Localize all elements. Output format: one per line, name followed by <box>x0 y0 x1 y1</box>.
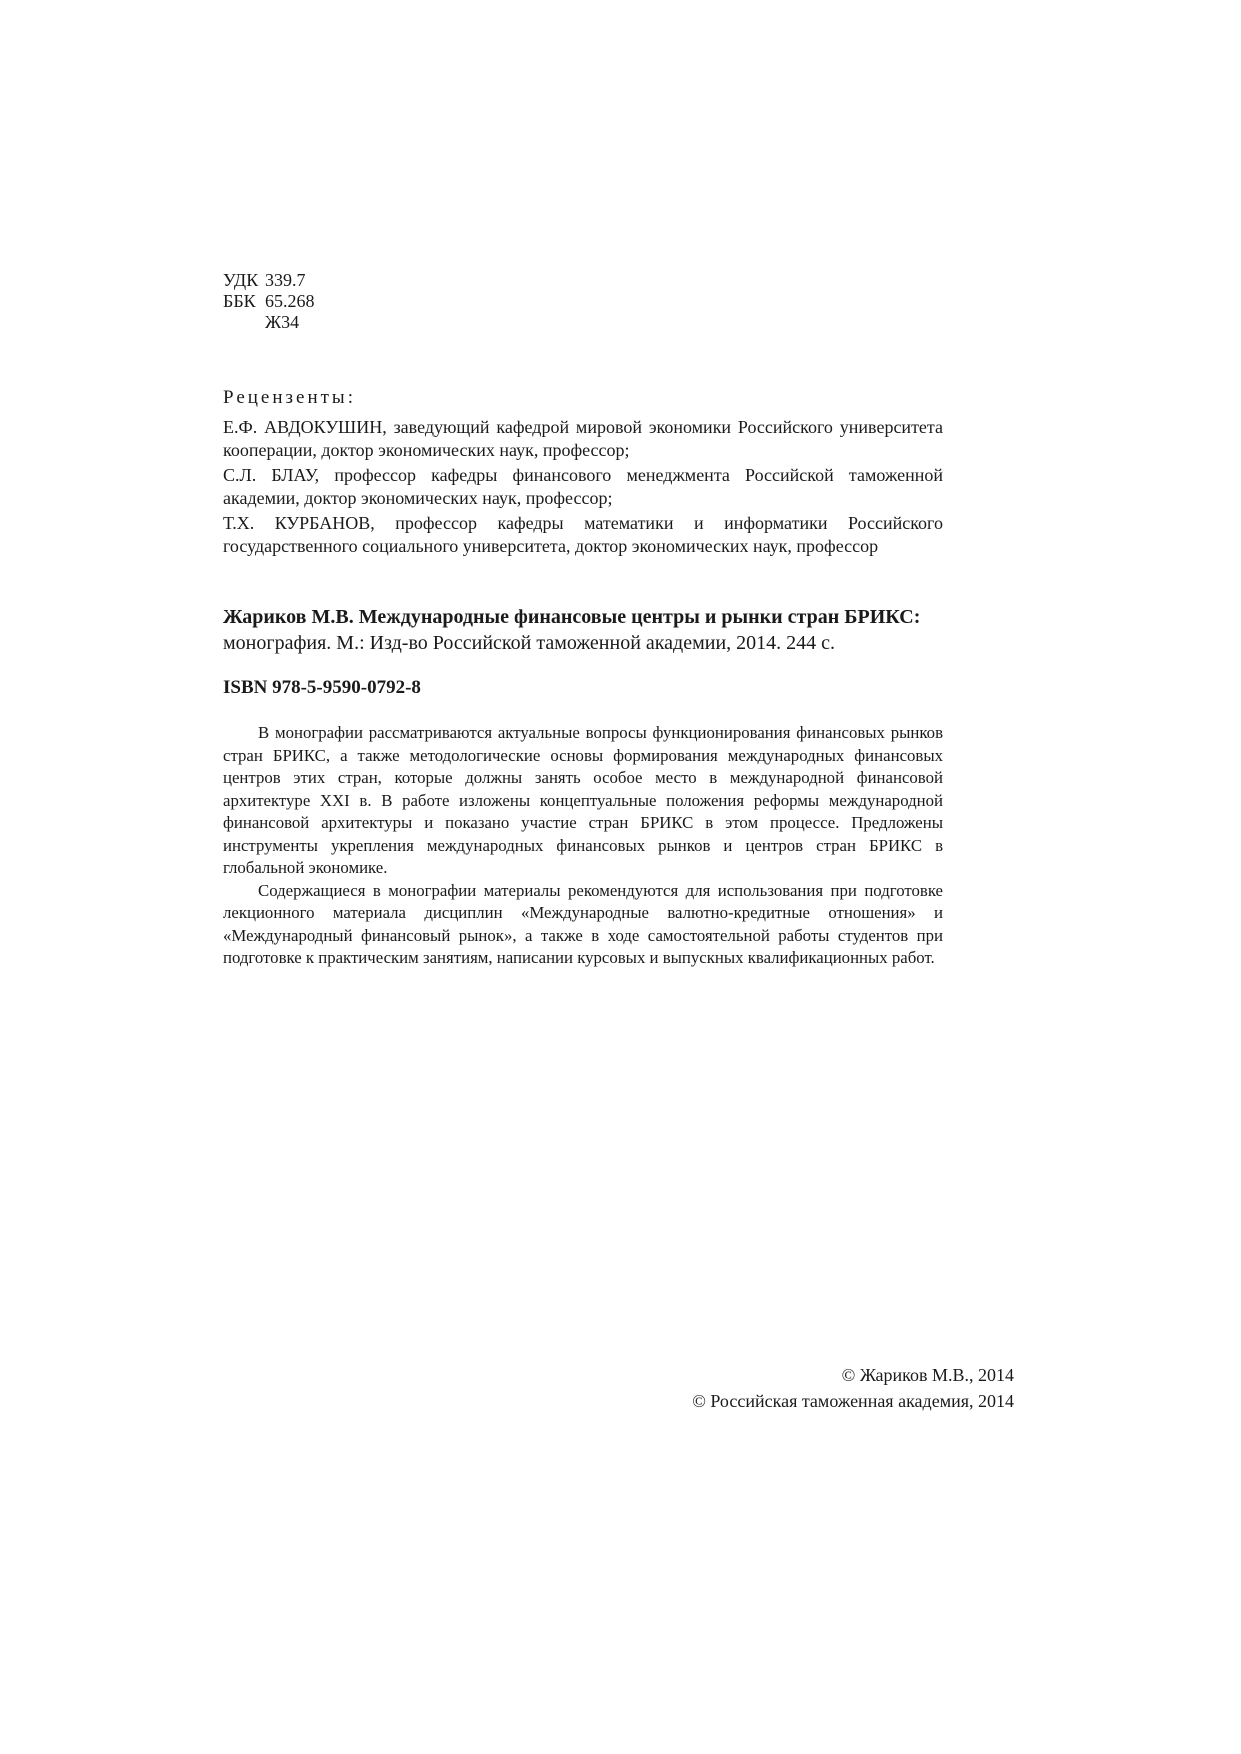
copyright-publisher: © Российская таможенная академия, 2014 <box>692 1391 1014 1411</box>
reviewer-item: Е.Ф. АВДОКУШИН, заведующий кафедрой мировой экономики Российского университета кооперации, доктор экономических наук, профессор; <box>223 417 943 460</box>
book-title: Жариков М.В. Международные финансовые центры и рынки стран БРИКС: <box>223 606 921 628</box>
reviewers-list <box>223 416 943 560</box>
copyright-author: © Жариков М.В., 2014 <box>841 1365 1014 1385</box>
udk-key: УДК <box>223 270 259 290</box>
isbn: ISBN 978-5-9590-0792-8 <box>223 677 421 698</box>
book-details: монография. М.: Изд-во Российской таможенной академии, 2014. 244 с. <box>223 632 836 654</box>
classification-block <box>223 270 943 333</box>
bbk-row <box>223 291 943 312</box>
copyright-block <box>692 1362 1014 1414</box>
udk-value: 339.7 <box>265 270 306 290</box>
bbk-value: 65.268 <box>265 291 315 311</box>
udk-row <box>223 270 943 291</box>
author-mark: Ж34 <box>265 312 300 332</box>
abstract-paragraph: Содержащиеся в монографии материалы рекомендуются для использования при подготовке лекционного материала дисциплин «Международные валютно-кредитные отношения» и «Международный финансовый рынок», а также в ходе самостоятельной работы студентов при подготовке к практическим занятиям, написании курсовых и выпускных квалификационных работ. <box>223 880 943 967</box>
reviewer-item: Т.Х. КУРБАНОВ, профессор кафедры математики и информатики Российского государственного социального университета, доктор экономических наук, профессор <box>223 513 943 556</box>
abstract <box>223 722 943 970</box>
reviewers-heading: Рецензенты: <box>223 387 356 408</box>
reviewer-item: С.Л. БЛАУ, профессор кафедры финансового менеджмента Российской таможенной академии, доктор экономических наук, профессор; <box>223 465 943 508</box>
bbk-key: ББК <box>223 291 256 311</box>
abstract-paragraph: В монографии рассматриваются актуальные вопросы функционирования финансовых рынков стран БРИКС, а также методологические основы формирования международных финансовых центров этих стран, которые должны занять особое место в международной финансовой архитектуре XXI в. В работе изложены концептуальные положения реформы международной финансовой архитектуры и показано участие стран БРИКС в этом процессе. Предложены инструменты укрепления международных финансовых рынков и центров стран БРИКС в глобальной экономике. <box>223 723 943 877</box>
bibliographic-record <box>223 604 943 656</box>
